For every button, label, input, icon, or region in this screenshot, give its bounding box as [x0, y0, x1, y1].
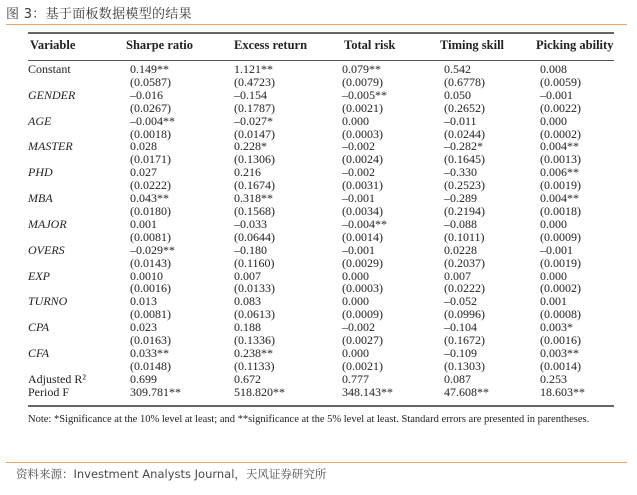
coefficient-cell: –0.104 — [444, 320, 477, 335]
coefficient-cell: 0.007 — [234, 268, 261, 283]
standard-error-cell: (0.0009) — [540, 229, 581, 244]
standard-error-cell: (0.1133) — [234, 358, 275, 373]
coefficient-cell: 0.003** — [540, 345, 579, 360]
coefficient-cell: 0.0010 — [130, 268, 163, 283]
standard-error-cell: (0.0587) — [130, 74, 171, 89]
standard-error-cell: (0.0081) — [130, 229, 171, 244]
coefficient-cell: 0.043** — [130, 191, 169, 206]
table-note: Note: *Significance at the 10% level at least; and **significance at the 5% level at least. Standard errors are presented in parentheses. — [28, 413, 590, 425]
variable-name: GENDER — [28, 87, 76, 102]
table-row — [28, 115, 614, 128]
coefficient-cell: 0.542 — [444, 62, 471, 76]
standard-error-cell: (0.2652) — [444, 100, 485, 115]
coefficient-cell: 0.188 — [234, 320, 261, 335]
coefficient-cell: –0.180 — [234, 242, 267, 257]
header-sharpe-ratio: Sharpe ratio — [126, 38, 194, 52]
variable-name: OVERS — [28, 242, 65, 257]
coefficient-cell: 0.027 — [130, 165, 157, 180]
coefficient-cell: 0.000 — [342, 345, 369, 360]
table-row — [28, 140, 614, 153]
coefficient-cell: 0.000 — [540, 113, 567, 128]
table-row — [28, 218, 614, 231]
table-row — [28, 295, 614, 308]
summary-cell: 0.672 — [234, 371, 261, 386]
summary-row — [28, 373, 614, 386]
coefficient-cell: 0.007 — [444, 268, 471, 283]
coefficient-cell: –0.005** — [342, 87, 387, 102]
coefficient-cell: 0.000 — [342, 294, 369, 309]
table-bottom-rule — [28, 405, 614, 407]
coefficient-cell: –0.001 — [342, 191, 375, 206]
coefficient-cell: –0.052 — [444, 294, 477, 309]
standard-error-cell: (0.0014) — [540, 358, 581, 373]
standard-error-cell: (0.1568) — [234, 203, 275, 218]
coefficient-cell: 0.000 — [540, 216, 567, 231]
coefficient-cell: 0.216 — [234, 165, 261, 180]
summary-cell: 518.820** — [234, 384, 285, 399]
summary-label: Adjusted R² — [28, 371, 86, 386]
standard-error-cell: (0.0016) — [130, 281, 171, 296]
coefficient-cell: 0.006** — [540, 165, 579, 180]
standard-error-cell: (0.0163) — [130, 333, 171, 348]
table-row — [28, 347, 614, 360]
coefficient-cell: –0.011 — [444, 113, 477, 128]
header-variable: Variable — [30, 38, 76, 52]
variable-name: Constant — [28, 62, 71, 76]
standard-error-cell: (0.0079) — [342, 74, 383, 89]
coefficient-cell: 0.238** — [234, 345, 273, 360]
summary-cell: 47.608** — [444, 384, 489, 399]
coefficient-cell: –0.027* — [234, 113, 273, 128]
standard-error-row — [28, 179, 614, 192]
standard-error-cell: (0.0019) — [540, 255, 581, 270]
coefficient-cell: 0.028 — [130, 139, 157, 154]
standard-error-cell: (0.0029) — [342, 255, 383, 270]
standard-error-cell: (0.0002) — [540, 281, 581, 296]
standard-error-cell: (0.0024) — [342, 152, 383, 167]
standard-error-row — [28, 205, 614, 218]
standard-error-cell: (0.0059) — [540, 74, 581, 89]
coefficient-cell: –0.002 — [342, 320, 375, 335]
coefficient-cell: 0.004** — [540, 139, 579, 154]
standard-error-cell: (0.0002) — [540, 126, 581, 141]
standard-error-cell: (0.0018) — [130, 126, 171, 141]
coefficient-cell: 0.001 — [130, 216, 157, 231]
coefficient-cell: –0.002 — [342, 139, 375, 154]
standard-error-row — [28, 257, 614, 270]
standard-error-cell: (0.0021) — [342, 100, 383, 115]
coefficient-cell: –0.004** — [342, 216, 387, 231]
standard-error-cell: (0.0027) — [342, 333, 383, 348]
standard-error-cell: (0.0222) — [444, 281, 485, 296]
coefficient-cell: 0.008 — [540, 62, 567, 76]
summary-cell: 348.143** — [342, 384, 393, 399]
results-table — [28, 34, 614, 405]
coefficient-cell: –0.016 — [130, 87, 163, 102]
coefficient-cell: –0.001 — [540, 87, 573, 102]
header-row — [28, 34, 614, 57]
variable-name: EXP — [28, 268, 50, 283]
table-row — [28, 321, 614, 334]
coefficient-cell: –0.001 — [540, 242, 573, 257]
summary-cell: 18.603** — [540, 384, 585, 399]
coefficient-cell: –0.289 — [444, 191, 477, 206]
coefficient-cell: 1.121** — [234, 62, 273, 76]
regression-table — [28, 32, 614, 426]
variable-name: CPA — [28, 320, 50, 335]
coefficient-cell: –0.282* — [444, 139, 483, 154]
standard-error-cell: (0.0034) — [342, 203, 383, 218]
standard-error-cell: (0.0222) — [130, 178, 171, 193]
standard-error-row — [28, 153, 614, 166]
standard-error-cell: (0.1645) — [444, 152, 485, 167]
standard-error-row — [28, 128, 614, 141]
standard-error-cell: (0.0014) — [342, 229, 383, 244]
standard-error-row — [28, 282, 614, 295]
summary-cell: 0.087 — [444, 371, 471, 386]
figure-title: 图 3：基于面板数据模型的结果 — [6, 7, 192, 22]
standard-error-cell: (0.1160) — [234, 255, 275, 270]
table-row — [28, 244, 614, 257]
coefficient-cell: –0.330 — [444, 165, 477, 180]
standard-error-cell: (0.0148) — [130, 358, 171, 373]
coefficient-cell: –0.033 — [234, 216, 267, 231]
header-excess-return: Excess return — [234, 38, 308, 52]
coefficient-cell: 0.000 — [540, 268, 567, 283]
summary-cell: 309.781** — [130, 384, 181, 399]
source-divider — [6, 462, 627, 463]
table-row — [28, 63, 614, 76]
standard-error-cell: (0.0003) — [342, 281, 383, 296]
standard-error-row — [28, 360, 614, 373]
coefficient-cell: 0.004** — [540, 191, 579, 206]
standard-error-cell: (0.0031) — [342, 178, 383, 193]
coefficient-cell: 0.033** — [130, 345, 169, 360]
coefficient-cell: 0.079** — [342, 62, 381, 76]
standard-error-cell: (0.0021) — [342, 358, 383, 373]
standard-error-cell: (0.0003) — [342, 126, 383, 141]
standard-error-cell: (0.0180) — [130, 203, 171, 218]
standard-error-cell: (0.0018) — [540, 203, 581, 218]
variable-name: PHD — [28, 165, 53, 180]
coefficient-cell: 0.318** — [234, 191, 273, 206]
coefficient-cell: 0.228* — [234, 139, 267, 154]
header-rule — [28, 60, 614, 61]
standard-error-row — [28, 76, 614, 89]
variable-name: MAJOR — [28, 216, 67, 231]
standard-error-cell: (0.0009) — [342, 307, 383, 322]
table-row — [28, 192, 614, 205]
standard-error-cell: (0.1011) — [444, 229, 485, 244]
standard-error-cell: (0.2194) — [444, 203, 485, 218]
standard-error-row — [28, 231, 614, 244]
table-row — [28, 166, 614, 179]
variable-name: MASTER — [28, 139, 73, 154]
summary-cell: 0.699 — [130, 371, 157, 386]
table-row — [28, 89, 614, 102]
standard-error-cell: (0.1306) — [234, 152, 275, 167]
standard-error-cell: (0.0996) — [444, 307, 485, 322]
standard-error-cell: (0.1672) — [444, 333, 485, 348]
coefficient-cell: –0.029** — [130, 242, 175, 257]
summary-cell: 0.777 — [342, 371, 369, 386]
summary-label: Period F — [28, 384, 70, 399]
standard-error-cell: (0.1336) — [234, 333, 275, 348]
summary-cell: 0.253 — [540, 371, 567, 386]
standard-error-cell: (0.0022) — [540, 100, 581, 115]
standard-error-cell: (0.0019) — [540, 178, 581, 193]
coefficient-cell: –0.088 — [444, 216, 477, 231]
standard-error-cell: (0.0244) — [444, 126, 485, 141]
coefficient-cell: –0.001 — [342, 242, 375, 257]
standard-error-cell: (0.0171) — [130, 152, 171, 167]
coefficient-cell: 0.050 — [444, 87, 471, 102]
summary-row — [28, 386, 614, 399]
table-row — [28, 270, 614, 283]
header-total-risk: Total risk — [344, 38, 396, 52]
source-text: 资料来源：Investment Analysts Journal，天风证券研究所 — [16, 467, 327, 481]
standard-error-cell: (0.0008) — [540, 307, 581, 322]
coefficient-cell: –0.154 — [234, 87, 267, 102]
coefficient-cell: –0.109 — [444, 345, 477, 360]
standard-error-cell: (0.0267) — [130, 100, 171, 115]
title-divider — [6, 24, 627, 25]
coefficient-cell: 0.013 — [130, 294, 157, 309]
standard-error-cell: (0.4723) — [234, 74, 275, 89]
coefficient-cell: 0.000 — [342, 113, 369, 128]
standard-error-cell: (0.0147) — [234, 126, 275, 141]
standard-error-cell: (0.6778) — [444, 74, 485, 89]
standard-error-cell: (0.1674) — [234, 178, 275, 193]
standard-error-row — [28, 308, 614, 321]
coefficient-cell: –0.004** — [130, 113, 175, 128]
standard-error-cell: (0.0644) — [234, 229, 275, 244]
coefficient-cell: 0.0228 — [444, 242, 477, 257]
variable-name: CFA — [28, 345, 50, 360]
standard-error-cell: (0.0613) — [234, 307, 275, 322]
coefficient-cell: 0.023 — [130, 320, 157, 335]
standard-error-cell: (0.2037) — [444, 255, 485, 270]
coefficient-cell: 0.000 — [342, 268, 369, 283]
standard-error-cell: (0.0016) — [540, 333, 581, 348]
variable-name: AGE — [28, 113, 52, 128]
standard-error-row — [28, 334, 614, 347]
standard-error-row — [28, 102, 614, 115]
standard-error-cell: (0.1303) — [444, 358, 485, 373]
standard-error-cell: (0.0013) — [540, 152, 581, 167]
standard-error-cell: (0.0143) — [130, 255, 171, 270]
header-picking-ability: Picking ability — [536, 38, 614, 52]
coefficient-cell: 0.149** — [130, 62, 169, 76]
coefficient-cell: –0.002 — [342, 165, 375, 180]
coefficient-cell: 0.001 — [540, 294, 567, 309]
standard-error-cell: (0.1787) — [234, 100, 275, 115]
standard-error-cell: (0.0133) — [234, 281, 275, 296]
coefficient-cell: 0.083 — [234, 294, 261, 309]
header-timing-skill: Timing skill — [440, 38, 505, 52]
variable-name: TURNO — [28, 294, 68, 309]
standard-error-cell: (0.0081) — [130, 307, 171, 322]
coefficient-cell: 0.003* — [540, 320, 573, 335]
variable-name: MBA — [28, 191, 53, 206]
standard-error-cell: (0.2523) — [444, 178, 485, 193]
